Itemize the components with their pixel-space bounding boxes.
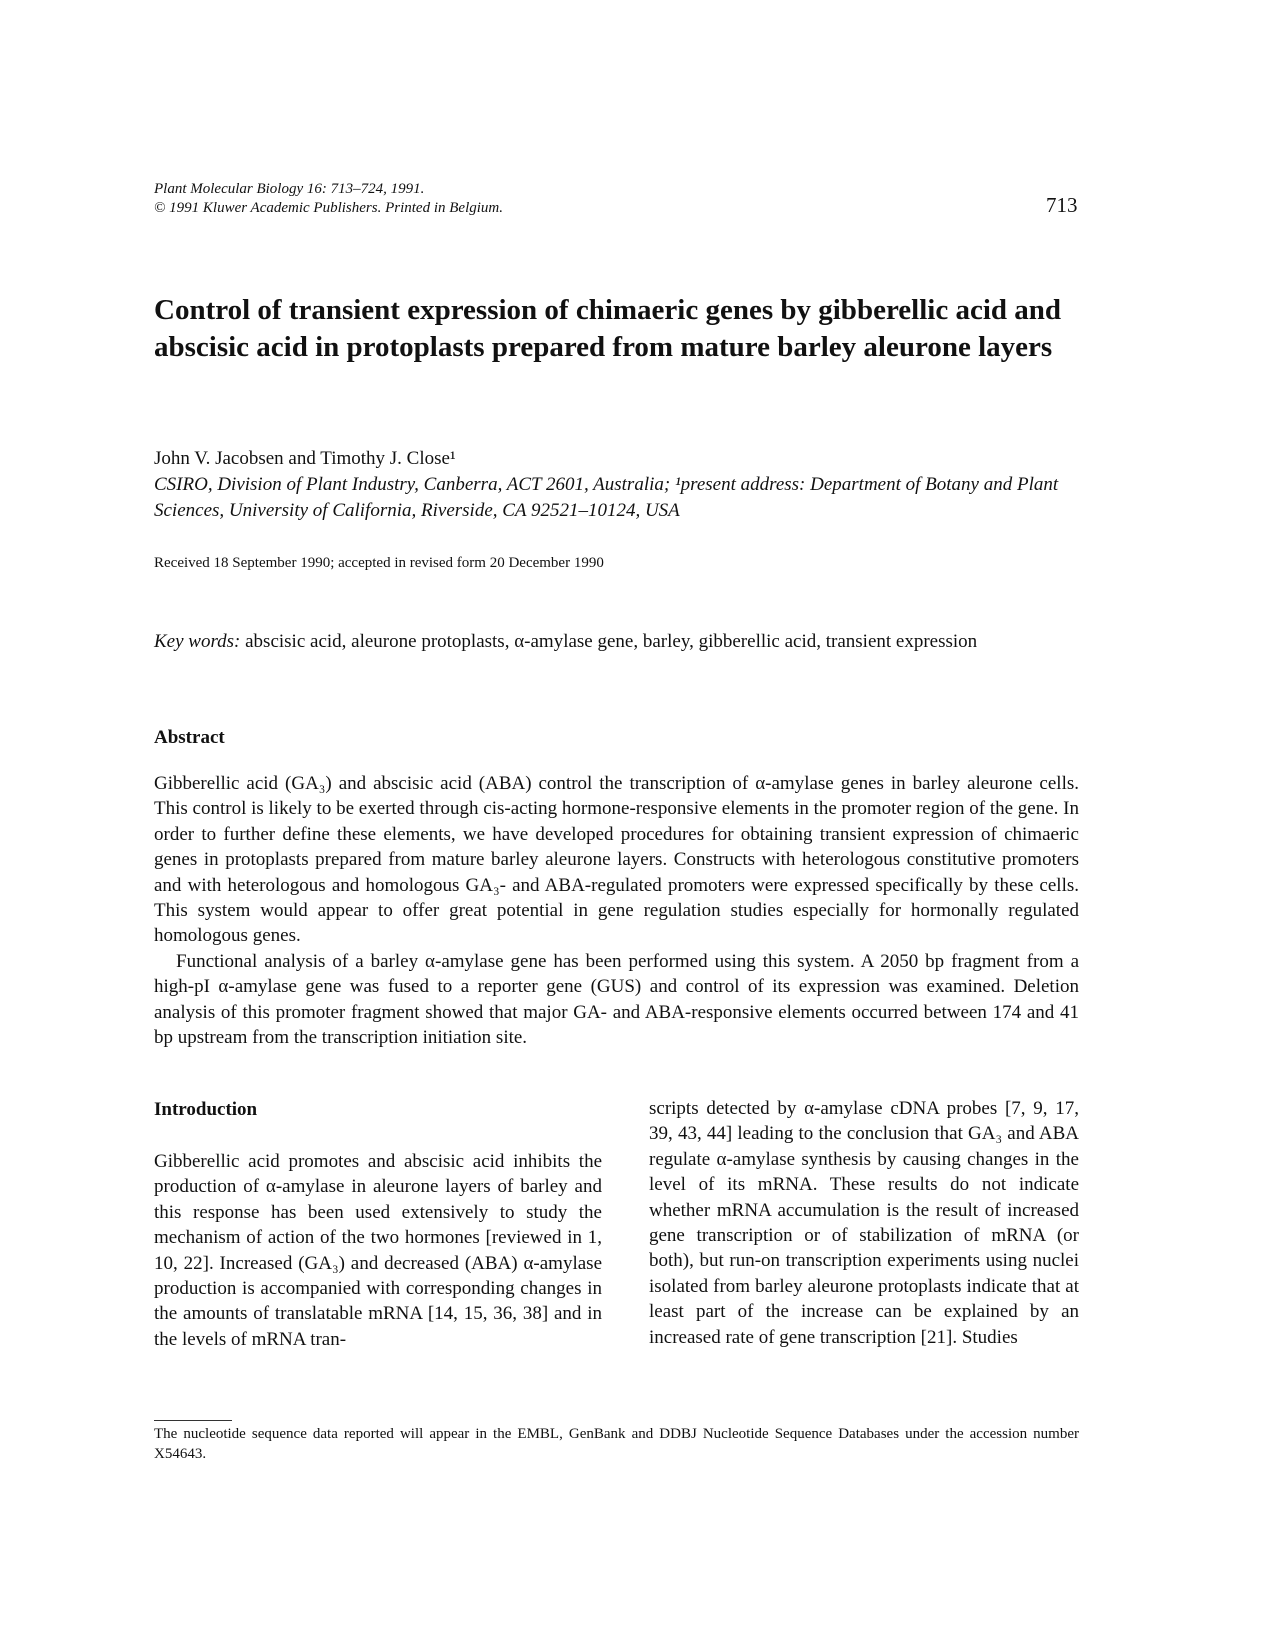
received-date: Received 18 September 1990; accepted in revised form 20 December 1990: [154, 555, 604, 571]
introduction-heading: Introduction: [154, 1099, 258, 1120]
journal-citation: [154, 180, 503, 218]
keywords: [154, 629, 1079, 655]
journal-line-2: © 1991 Kluwer Academic Publishers. Printed in Belgium.: [154, 200, 503, 216]
authors: John V. Jacobsen and Timothy J. Close¹: [154, 448, 456, 469]
keywords-label: Key words:: [154, 631, 241, 652]
abstract: [154, 771, 1079, 1050]
keywords-text: abscisic acid, aleurone protoplasts, α-amylase gene, barley, gibberellic acid, transient expression: [245, 631, 978, 652]
abstract-paragraph-2: Functional analysis of a barley α-amylase gene has been performed using this system. A 2050 bp fragment from a high-pI α-amylase gene was fused to a reporter gene (GUS) and control of its expression was examined. Deletion analysis of this promoter fragment showed that major GA- and ABA-responsive elements occurred between 174 and 41 bp upstream from the transcription initiation site.: [154, 950, 1079, 1049]
paper-title: Control of transient expression of chimaeric genes by gibberellic acid and abscisic acid in protoplasts prepared from mature barley aleurone layers: [154, 294, 1062, 363]
footnote: The nucleotide sequence data reported will appear in the EMBL, GenBank and DDBJ Nucleotide Sequence Databases under the accession number X54643.: [154, 1426, 1079, 1462]
footnote-rule: [154, 1420, 232, 1421]
abstract-paragraph-1: Gibberellic acid (GA₃) and abscisic acid (ABA) control the transcription of α-amylase genes in barley aleurone cells. This control is likely to be exerted through cis-acting hormone-responsive elements in the promoter region of the gene. In order to further define these elements, we have developed procedures for obtaining transient expression of chimaeric genes in protoplasts prepared from mature barley aleurone layers. Constructs with heterologous constitutive promoters and with heterologous and homologous GA₃- and ABA-regulated promoters were expressed specifically by these cells. This system would appear to offer great potential in gene regulation studies especially for hormonally regulated homologous genes.: [154, 773, 1079, 947]
abstract-heading: Abstract: [154, 727, 225, 748]
introduction-column-1: Gibberellic acid promotes and abscisic acid inhibits the production of α-amylase in aleurone layers of barley and this response has been used extensively to study the mechanism of action of the two hormones [reviewed in 1, 10, 22]. Increased (GA₃) and decreased (ABA) α-amylase production is accompanied with corresponding changes in the amounts of translatable mRNA [14, 15, 36, 38] and in the levels of mRNA tran-: [154, 1151, 602, 1350]
introduction-column-2: scripts detected by α-amylase cDNA probes [7, 9, 17, 39, 43, 44] leading to the conclusion that GA₃ and ABA regulate α-amylase synthesis by causing changes in the level of its mRNA. These results do not indicate whether mRNA accumulation is the result of increased gene transcription or of stabilization of mRNA (or both), but run-on transcription experiments using nuclei isolated from barley aleurone protoplasts indicate that at least part of the increase can be explained by an increased rate of gene transcription [21]. Studies: [649, 1098, 1079, 1348]
affiliation: CSIRO, Division of Plant Industry, Canberra, ACT 2601, Australia; ¹present address: Department of Botany and Plant Sciences, University of California, Riverside, CA 92521–10124, USA: [154, 474, 1059, 521]
page-number: 713: [1046, 193, 1078, 217]
journal-line-1: Plant Molecular Biology 16: 713–724, 1991.: [154, 181, 425, 197]
